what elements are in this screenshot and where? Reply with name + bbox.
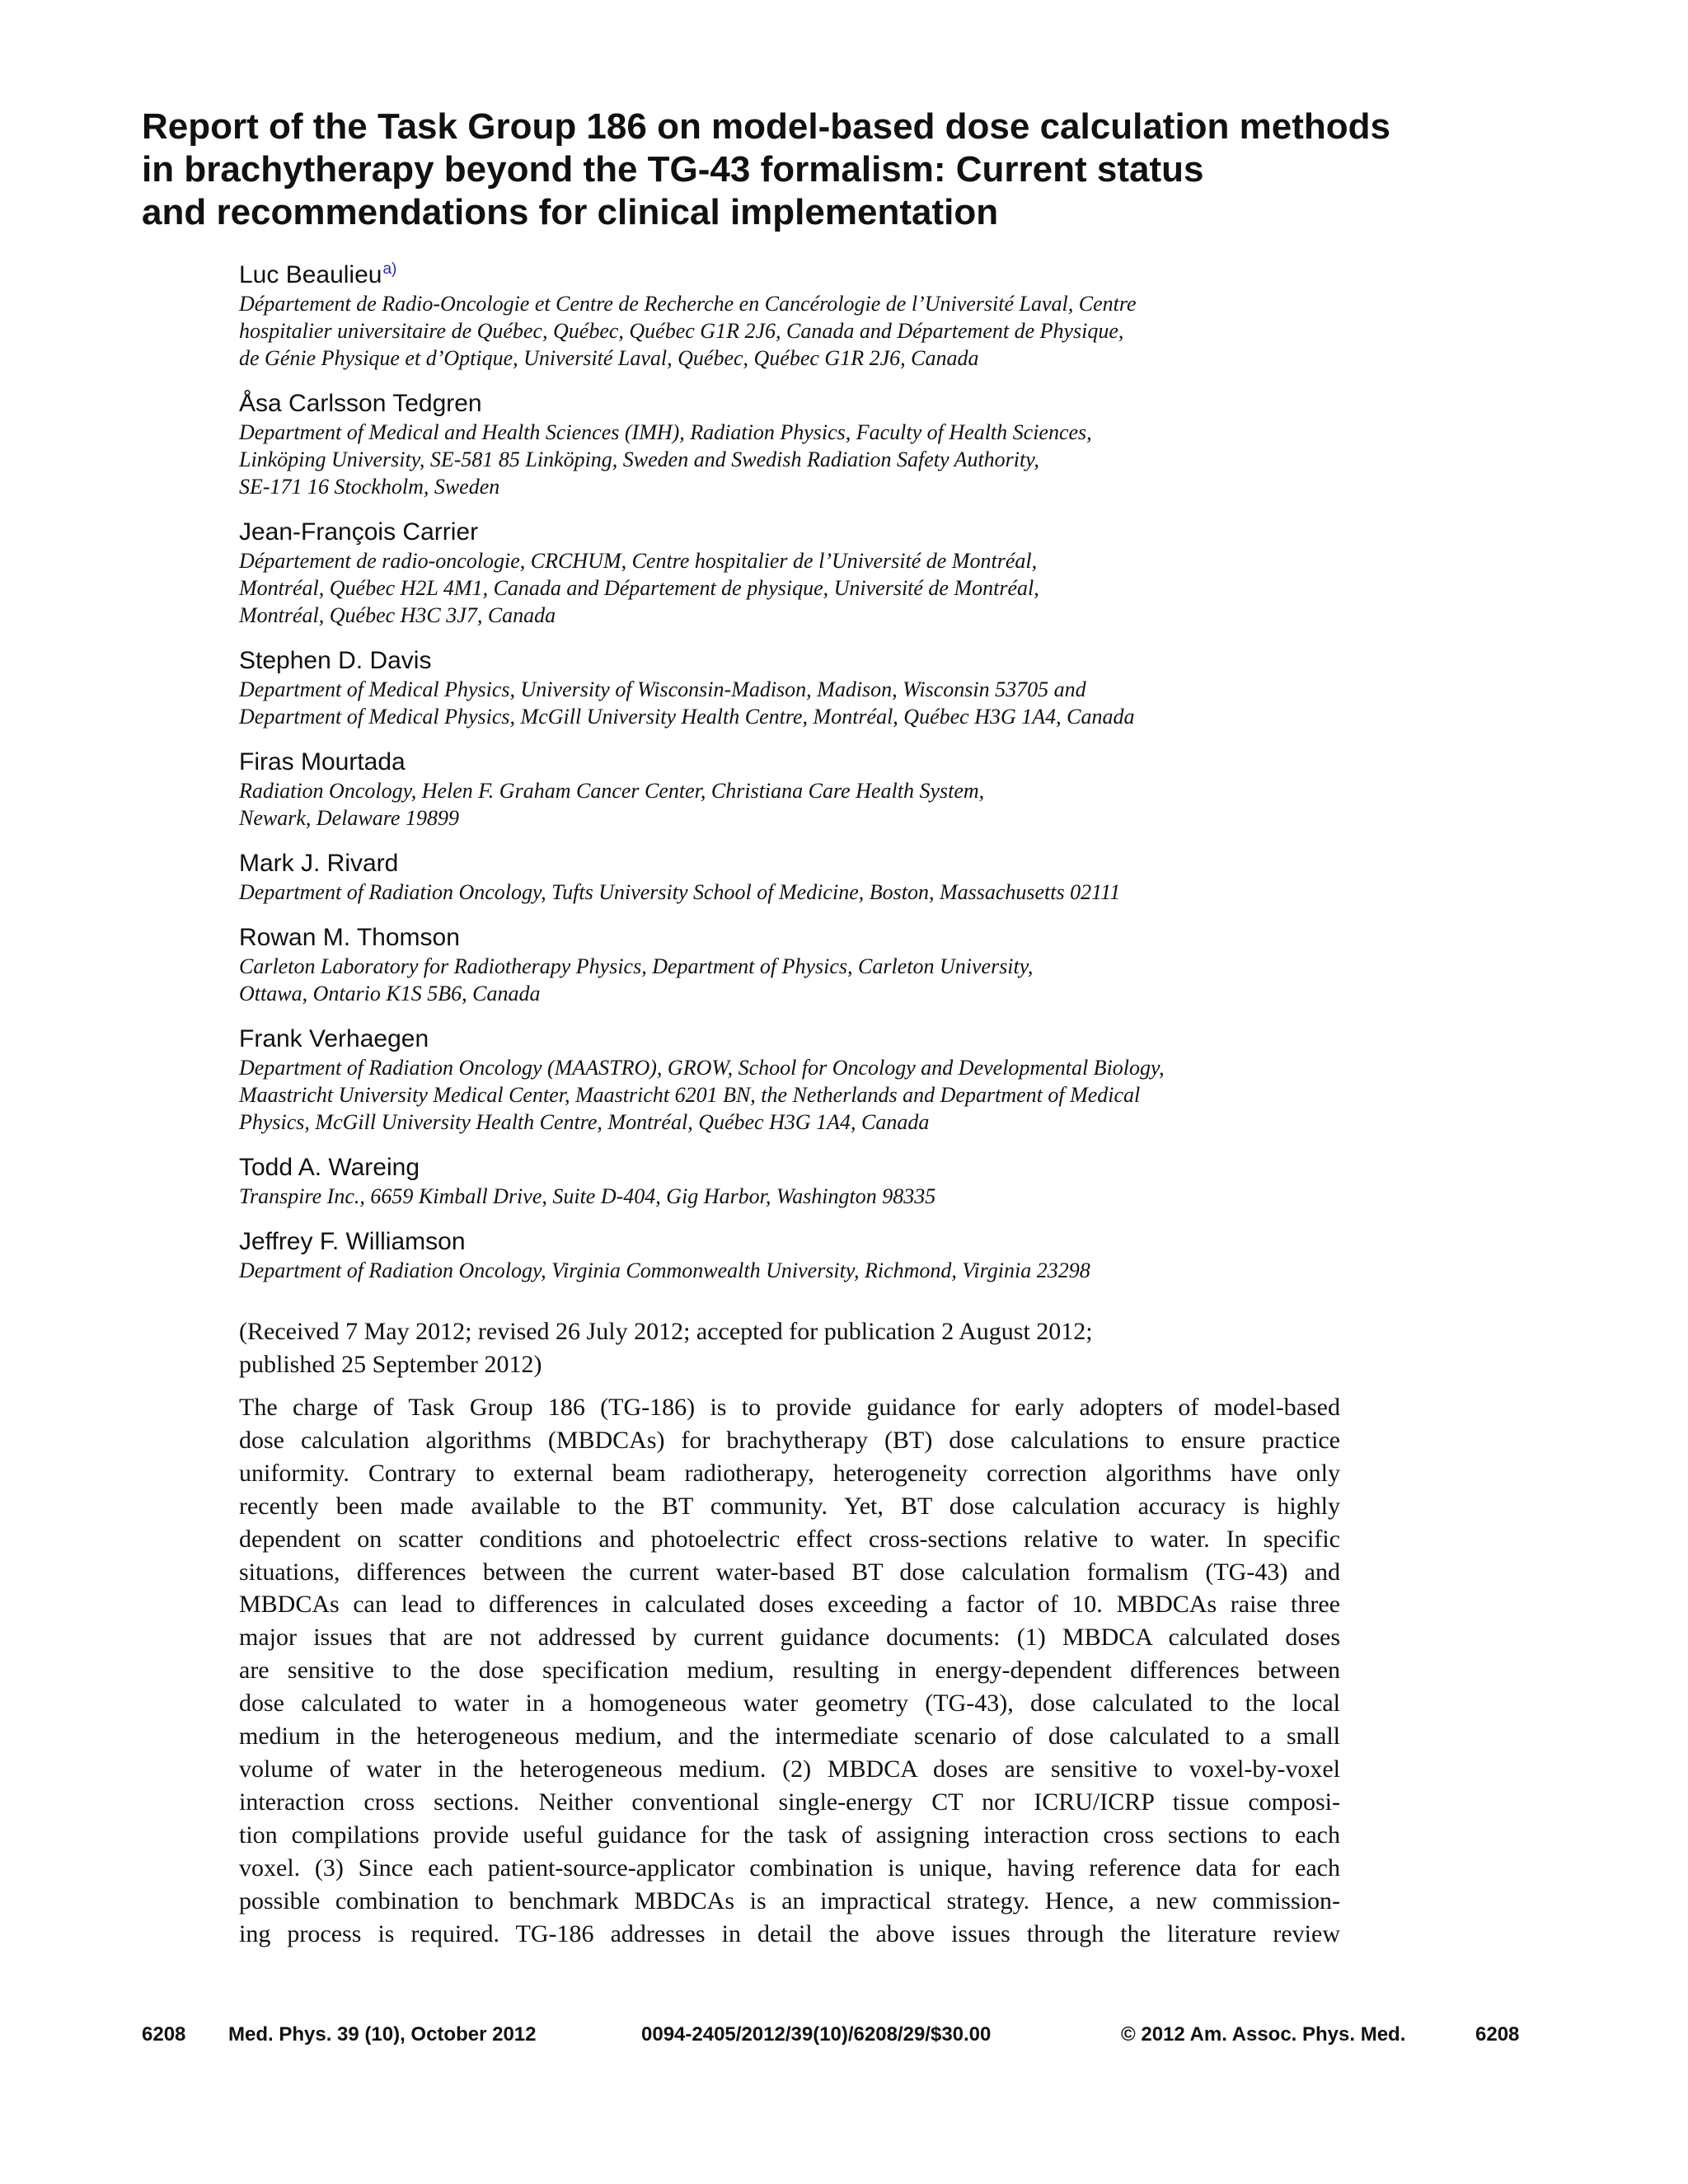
- affiliation-line: Carleton Laboratory for Radiotherapy Physics, Department of Physics, Carleton University,: [239, 954, 1034, 978]
- author-name: Todd A. Wareing: [239, 1154, 420, 1181]
- affiliation-line: Department of Medical Physics, McGill University Health Centre, Montréal, Québec H3G 1A4, Canada: [239, 705, 1135, 729]
- affiliation-line: de Génie Physique et d’Optique, Université Laval, Québec, Québec G1R 2J6, Canada: [239, 346, 979, 370]
- footnote-marker[interactable]: a): [382, 260, 397, 278]
- affiliation-line: Department of Medical Physics, University of Wisconsin-Madison, Madison, Wisconsin 53705 and: [239, 677, 1086, 701]
- author-block: [239, 923, 1360, 1007]
- author-name: Jean-François Carrier: [239, 518, 479, 546]
- author-block: [239, 1024, 1360, 1136]
- author-block: [239, 260, 1360, 372]
- page-number-left: 6208: [142, 2023, 186, 2046]
- author-block: [239, 518, 1360, 629]
- abstract-line: medium in the heterogeneous medium, and the intermediate scenario of dose calculated to a small: [239, 1722, 1340, 1750]
- copyright-notice: © 2012 Am. Assoc. Phys. Med.: [1121, 2023, 1406, 2046]
- abstract-line: volume of water in the heterogeneous medium. (2) MBDCA doses are sensitive to voxel-by-voxel: [239, 1755, 1340, 1783]
- abstract-line: situations, differences between the current water-based BT dose calculation formalism (TG-43) and: [239, 1558, 1340, 1586]
- author-name: Åsa Carlsson Tedgren: [239, 390, 482, 417]
- abstract-line: interaction cross sections. Neither conventional single-energy CT nor ICRU/ICRP tissue composi-: [239, 1788, 1340, 1816]
- affiliation-line: Département de Radio-Oncologie et Centre de Recherche en Cancérologie de l’Université Laval, Centre: [239, 292, 1137, 316]
- title-line: in brachytherapy beyond the TG-43 formalism: Current status: [142, 149, 1204, 190]
- author-name: Rowan M. Thomson: [239, 924, 460, 951]
- affiliation-line: Département de radio-oncologie, CRCHUM, Centre hospitalier de l’Université de Montréal,: [239, 549, 1038, 573]
- affiliation-line: Department of Radiation Oncology, Tufts University School of Medicine, Boston, Massachusetts 02111: [239, 880, 1121, 904]
- author-block: [239, 748, 1360, 832]
- affiliation-line: Radiation Oncology, Helen F. Graham Cancer Center, Christiana Care Health System,: [239, 779, 985, 803]
- author-block: [239, 646, 1360, 730]
- abstract-line: voxel. (3) Since each patient-source-applicator combination is unique, having reference data for each: [239, 1854, 1340, 1882]
- history-line: (Received 7 May 2012; revised 26 July 2012; accepted for publication 2 August 2012;: [239, 1318, 1093, 1345]
- abstract-line: dose calculation algorithms (MBDCAs) for brachytherapy (BT) dose calculations to ensure practice: [239, 1426, 1340, 1454]
- affiliation-line: SE-171 16 Stockholm, Sweden: [239, 475, 500, 499]
- page-footer: [142, 2018, 1543, 2051]
- affiliation-line: Transpire Inc., 6659 Kimball Drive, Suite D-404, Gig Harbor, Washington 98335: [239, 1184, 936, 1208]
- author-affiliation: [239, 953, 1360, 1007]
- abstract-text: [239, 1391, 1340, 1950]
- author-block: [239, 1227, 1360, 1284]
- author-name: Mark J. Rivard: [239, 850, 399, 877]
- abstract-line: tion compilations provide useful guidance for the task of assigning interaction cross sections to each: [239, 1821, 1340, 1849]
- author-affiliation: [239, 879, 1360, 906]
- author-block: [239, 389, 1360, 500]
- author-name: Stephen D. Davis: [239, 647, 432, 674]
- affiliation-line: Ottawa, Ontario K1S 5B6, Canada: [239, 982, 541, 1005]
- author-list: [239, 260, 1360, 1301]
- author-affiliation: [239, 1257, 1360, 1284]
- author-affiliation: [239, 547, 1360, 629]
- author-name-text: Luc Beaulieu: [239, 261, 382, 288]
- affiliation-line: Department of Medical and Health Sciences (IMH), Radiation Physics, Faculty of Health Sciences,: [239, 420, 1092, 444]
- abstract-line: are sensitive to the dose specification medium, resulting in energy-dependent differences between: [239, 1657, 1340, 1685]
- abstract-line: recently been made available to the BT community. Yet, BT dose calculation accuracy is highly: [239, 1492, 1340, 1520]
- page-number-right: 6208: [1475, 2023, 1520, 2046]
- issn-code: 0094-2405/2012/39(10)/6208/29/$30.00: [641, 2023, 992, 2046]
- affiliation-line: Newark, Delaware 19899: [239, 806, 459, 830]
- affiliation-line: Department of Radiation Oncology, Virginia Commonwealth University, Richmond, Virginia 23298: [239, 1258, 1090, 1282]
- abstract-line: dose calculated to water in a homogeneous water geometry (TG-43), dose calculated to the local: [239, 1690, 1340, 1718]
- author-affiliation: [239, 676, 1360, 730]
- author-name: Firas Mourtada: [239, 748, 406, 776]
- abstract-line: MBDCAs can lead to differences in calculated doses exceeding a factor of 10. MBDCAs raise three: [239, 1591, 1340, 1619]
- abstract-line: The charge of Task Group 186 (TG-186) is to provide guidance for early adopters of model-based: [239, 1394, 1340, 1421]
- abstract-line: dependent on scatter conditions and photoelectric effect cross-sections relative to water. In specific: [239, 1525, 1340, 1553]
- author-affiliation: [239, 290, 1360, 372]
- author-name: [239, 260, 1360, 290]
- journal-citation: Med. Phys. 39 (10), October 2012: [228, 2023, 537, 2046]
- article-title: [142, 105, 1543, 234]
- affiliation-line: Physics, McGill University Health Centre, Montréal, Québec H3G 1A4, Canada: [239, 1110, 930, 1134]
- affiliation-line: Maastricht University Medical Center, Maastricht 6201 BN, the Netherlands and Department of Medical: [239, 1083, 1141, 1107]
- affiliation-line: Department of Radiation Oncology (MAASTRO), GROW, School for Oncology and Developmental Biology,: [239, 1056, 1165, 1080]
- affiliation-line: Montréal, Québec H2L 4M1, Canada and Département de physique, Université de Montréal,: [239, 576, 1039, 600]
- abstract-line: uniformity. Contrary to external beam radiotherapy, heterogeneity correction algorithms have only: [239, 1459, 1340, 1487]
- abstract-line: ing process is required. TG-186 addresses in detail the above issues through the literature review: [239, 1919, 1340, 1947]
- history-line: published 25 September 2012): [239, 1351, 542, 1378]
- author-affiliation: [239, 1183, 1360, 1210]
- author-block: [239, 1153, 1360, 1210]
- publication-history: [239, 1315, 1360, 1381]
- title-line: and recommendations for clinical implementation: [142, 192, 999, 232]
- author-name: Frank Verhaegen: [239, 1025, 429, 1052]
- author-name: Jeffrey F. Williamson: [239, 1228, 466, 1255]
- author-affiliation: [239, 777, 1360, 832]
- affiliation-line: Montréal, Québec H3C 3J7, Canada: [239, 603, 556, 627]
- author-affiliation: [239, 419, 1360, 500]
- affiliation-line: hospitalier universitaire de Québec, Québec, Québec G1R 2J6, Canada and Département de Physique,: [239, 319, 1124, 343]
- abstract-line: major issues that are not addressed by current guidance documents: (1) MBDCA calculated doses: [239, 1624, 1340, 1652]
- author-block: [239, 849, 1360, 906]
- author-affiliation: [239, 1054, 1360, 1136]
- title-line: Report of the Task Group 186 on model-based dose calculation methods: [142, 106, 1390, 147]
- affiliation-line: Linköping University, SE-581 85 Linköping, Sweden and Swedish Radiation Safety Authority,: [239, 448, 1039, 471]
- abstract-line: possible combination to benchmark MBDCAs is an impractical strategy. Hence, a new commission-: [239, 1886, 1340, 1915]
